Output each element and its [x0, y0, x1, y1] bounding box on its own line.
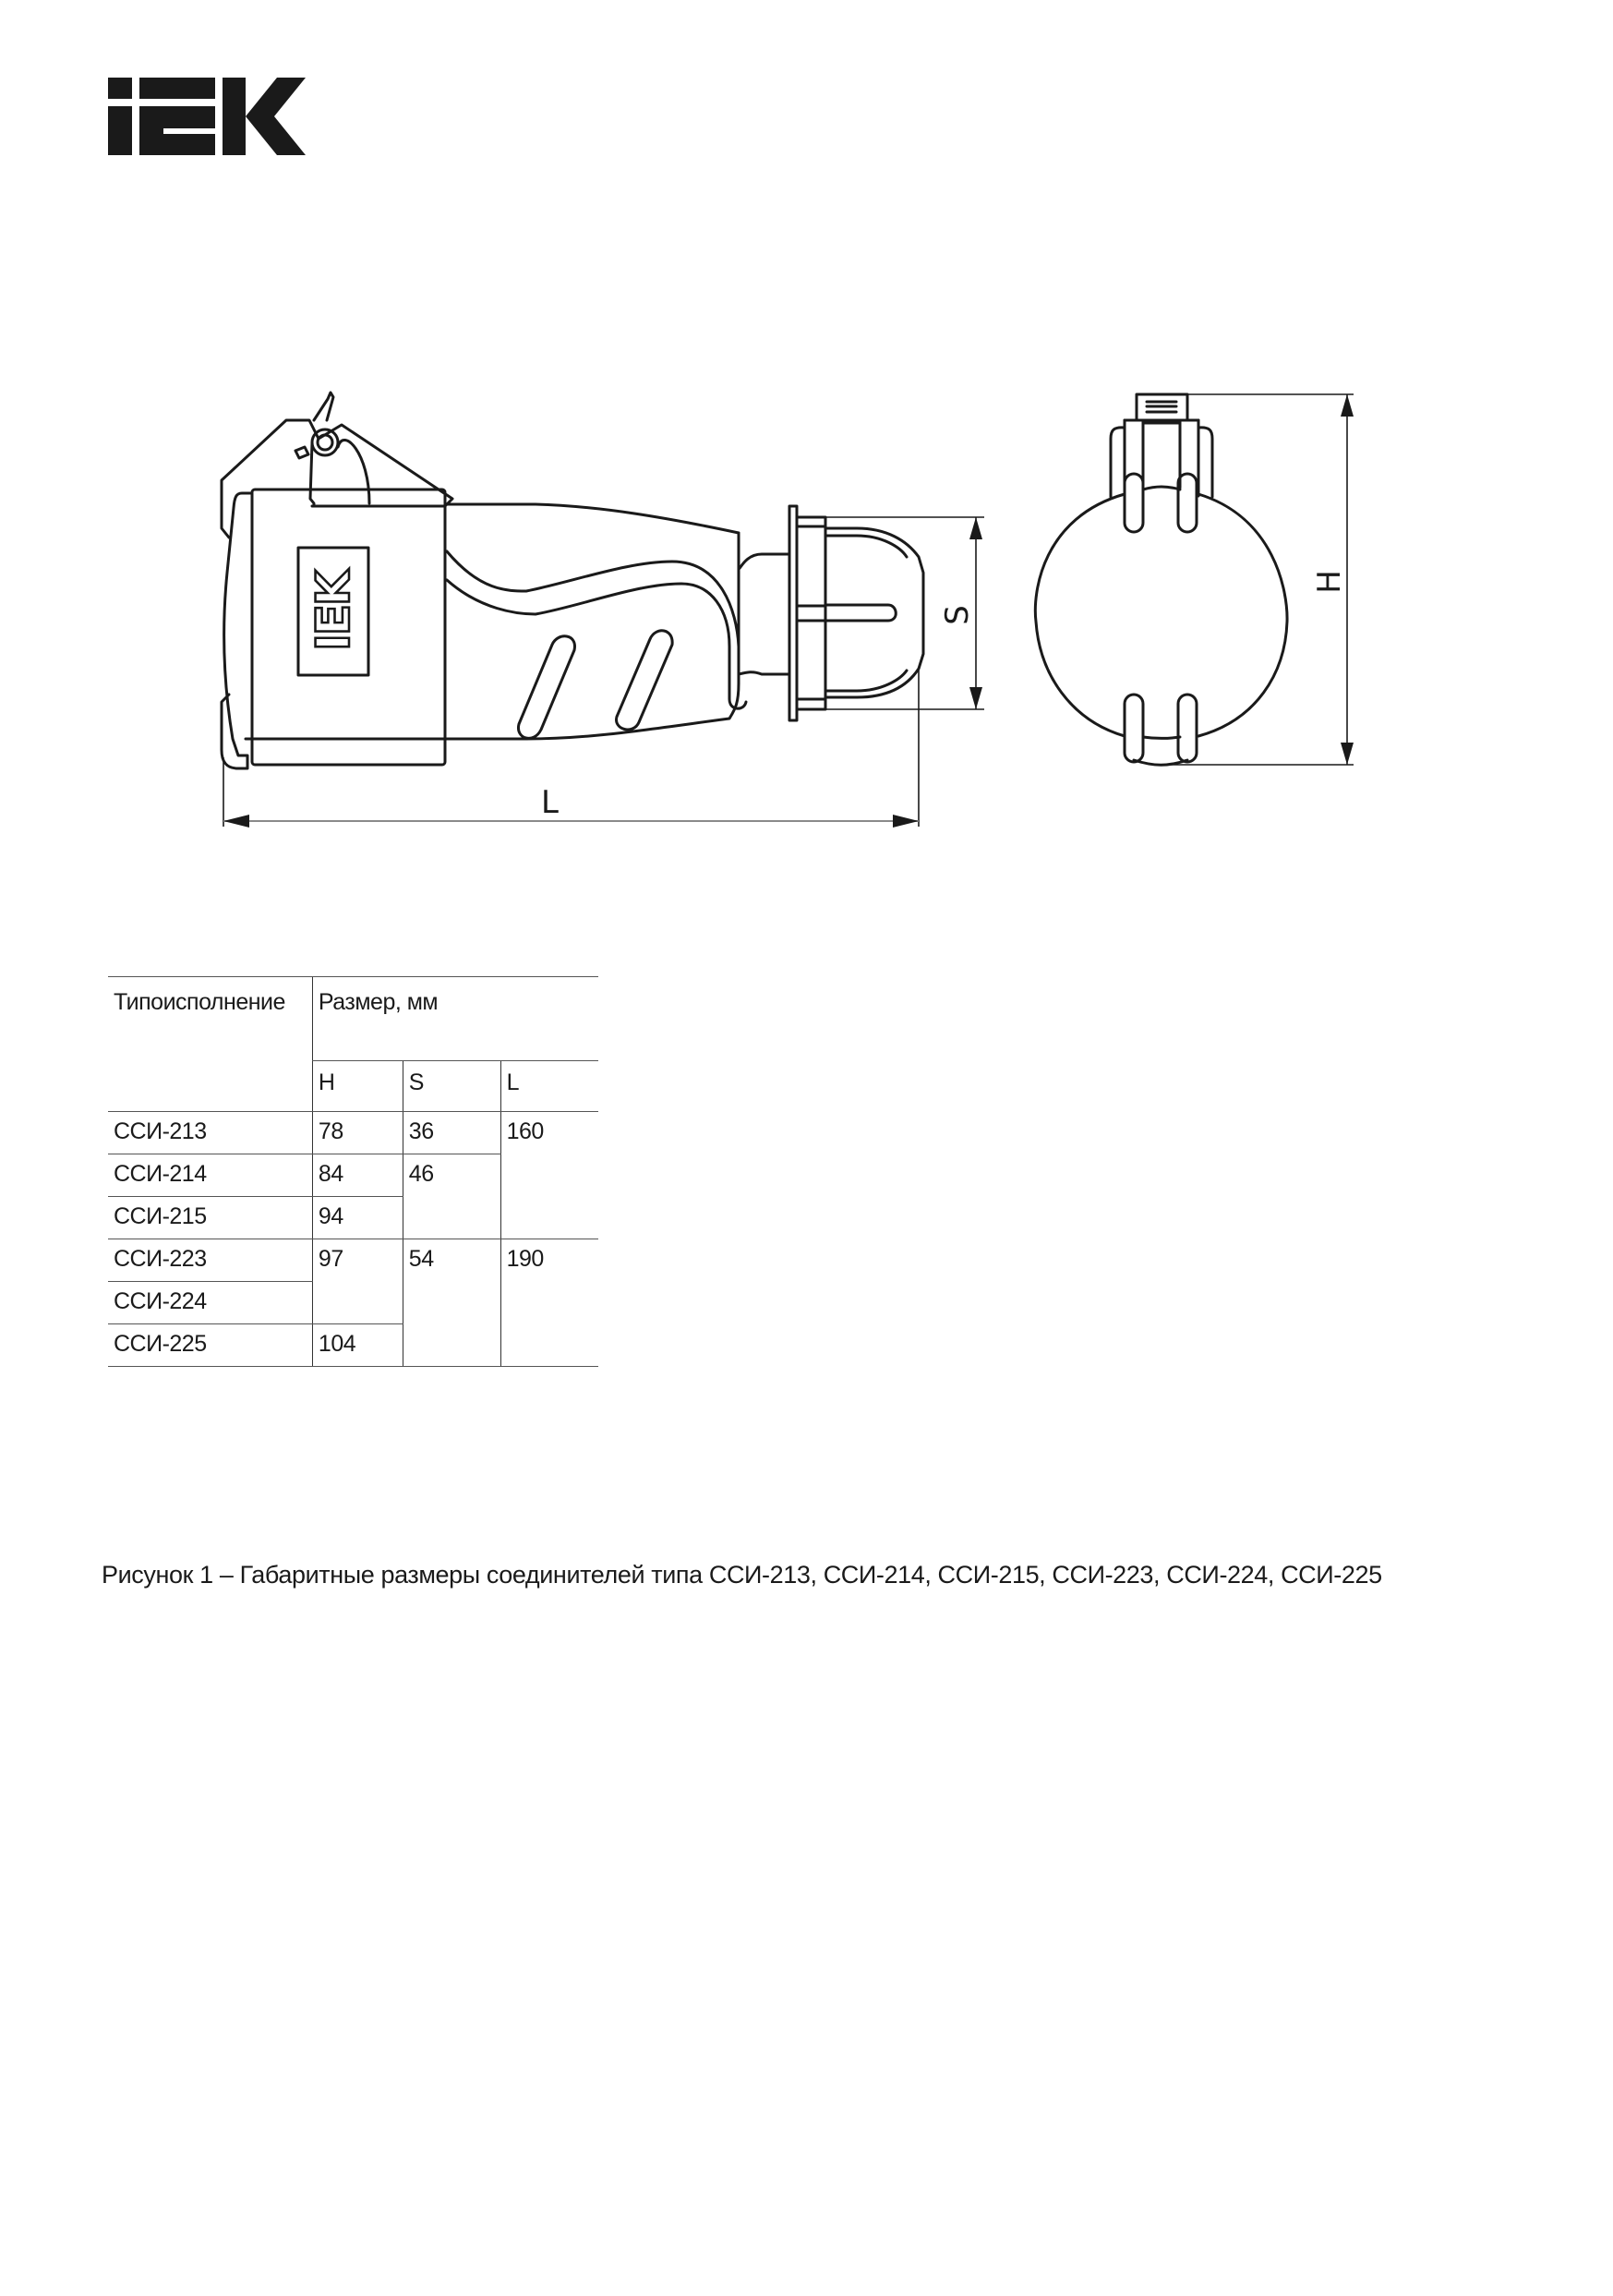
dimension-h: [1311, 394, 1354, 765]
subheader-h: H: [312, 1061, 403, 1112]
cell-s: 54: [403, 1239, 500, 1367]
dimension-label-s: S: [939, 605, 976, 625]
row-name: ССИ-214: [108, 1154, 312, 1197]
subheader-s: S: [403, 1061, 500, 1112]
dimension-label-h: H: [1311, 570, 1348, 594]
dimension-s: [939, 517, 982, 709]
header-size: Размер, мм: [312, 977, 598, 1061]
row-name: ССИ-215: [108, 1197, 312, 1239]
side-view: [222, 393, 984, 828]
row-name: ССИ-225: [108, 1324, 312, 1367]
cell-h: 97: [312, 1239, 403, 1324]
header-type: Типоисполнение: [108, 977, 312, 1112]
cell-l: 160: [500, 1112, 598, 1239]
subheader-l: L: [500, 1061, 598, 1112]
cell-s: 36: [403, 1112, 500, 1154]
figure-caption: Рисунок 1 – Габаритные размеры соединителей типа ССИ-213, ССИ-214, ССИ-215, ССИ-223, ССИ-224, ССИ-225: [102, 1561, 1382, 1589]
cell-h: 78: [312, 1112, 403, 1154]
dimensions-table: [108, 976, 598, 1367]
row-name: ССИ-213: [108, 1112, 312, 1154]
cell-h: 84: [312, 1154, 403, 1197]
front-view: [1035, 394, 1354, 765]
cell-h: 94: [312, 1197, 403, 1239]
cell-s: 46: [403, 1154, 500, 1239]
cell-l: 190: [500, 1239, 598, 1367]
technical-drawing: [0, 0, 1613, 924]
row-name: ССИ-224: [108, 1282, 312, 1324]
row-name: ССИ-223: [108, 1239, 312, 1282]
dimension-label-l: L: [541, 784, 559, 821]
body-logo-text: IEK: [307, 572, 360, 651]
dimension-l: [223, 784, 919, 828]
table-row: [108, 1112, 598, 1154]
table-row: [108, 1239, 598, 1282]
cell-h: 104: [312, 1324, 403, 1367]
